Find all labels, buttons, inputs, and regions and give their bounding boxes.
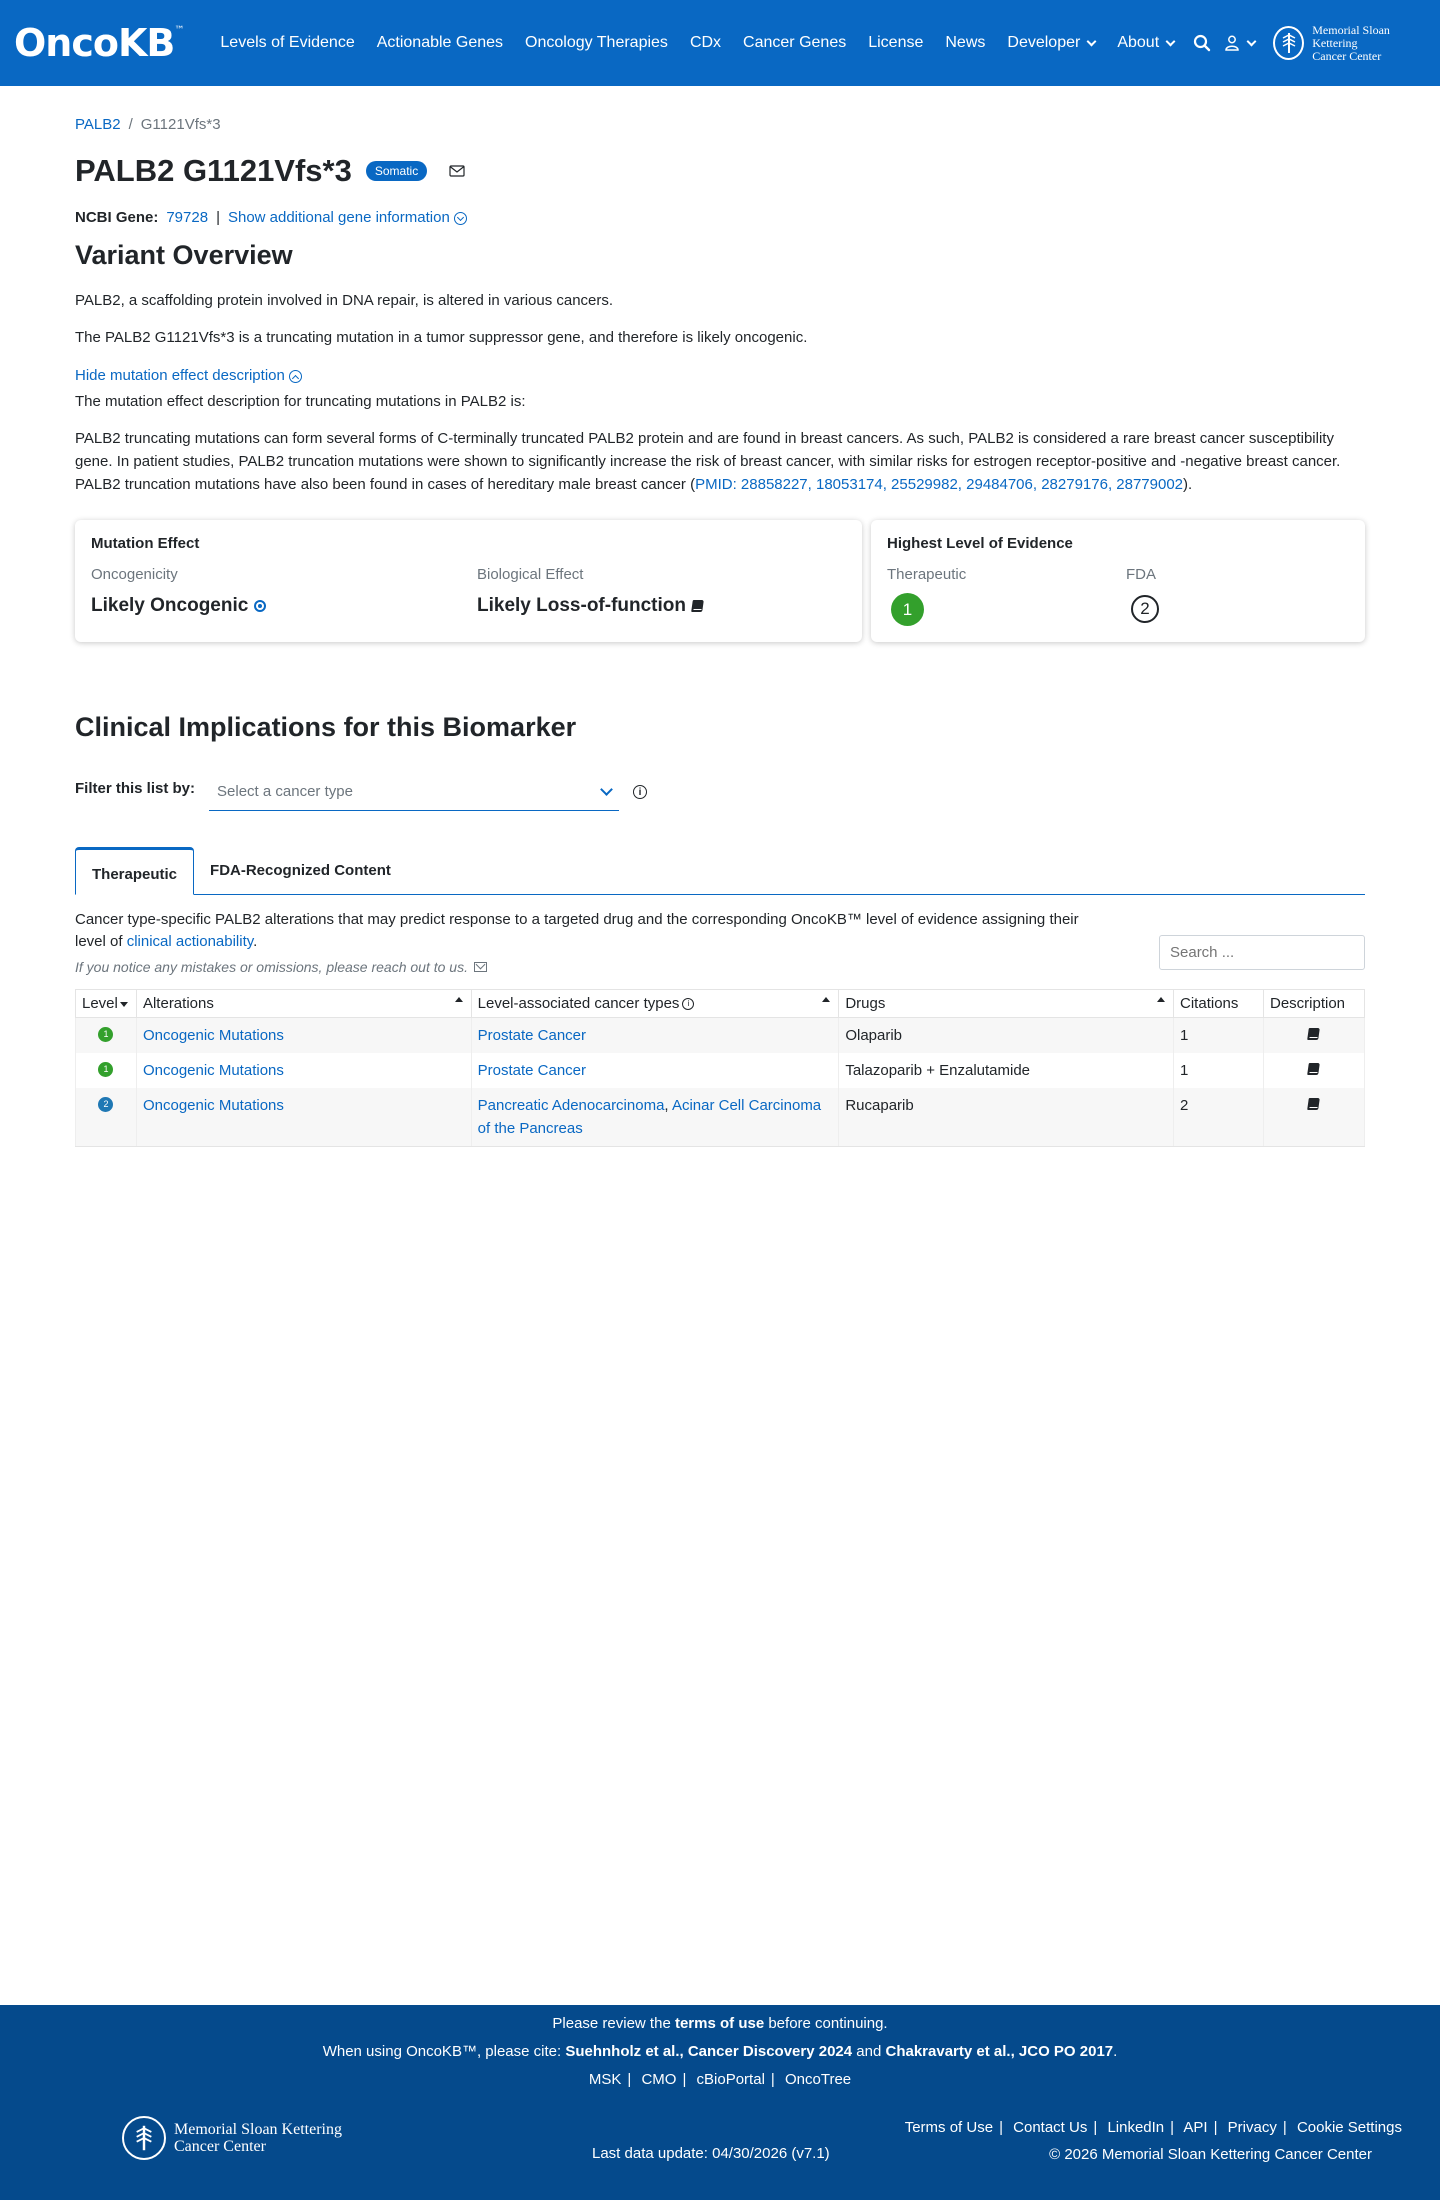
sort-asc-icon [455,997,463,1002]
footer [0,2005,1440,2200]
cell-cancer-types [471,1053,839,1088]
cancer-type-link[interactable]: Prostate Cancer [477,1027,587,1044]
msk-wordmark [1312,24,1426,63]
info-icon[interactable]: i [633,785,647,799]
cancer-type-placeholder: Select a cancer type [217,783,353,800]
table-search-input[interactable] [1159,935,1365,970]
footer-link-oncotree[interactable]: OncoTree [784,2071,852,2088]
header-cancer-types-label: Level-associated cancer types [477,995,680,1012]
book-icon[interactable] [691,600,704,612]
header-alterations[interactable] [136,990,471,1018]
variant-summary: The PALB2 G1121Vfs*3 is a truncating mutation in a tumor suppressor gene, and therefore is likely oncogenic. [75,329,808,346]
logo-text: OncoKB [14,21,175,65]
sort-desc-icon [120,1002,128,1007]
msk-line1: Memorial Sloan Kettering [1312,22,1390,50]
mutation-effect-intro: The mutation effect description for truncating mutations in PALB2 is: [75,393,526,410]
footer-right [905,2119,1402,2163]
mutation-effect-cols [91,566,846,617]
footer-link-linkedin[interactable]: LinkedIn [1107,2119,1165,2136]
oncogenicity-label: Oncogenicity [91,566,178,583]
footer-citation [0,2043,1440,2060]
tab-fda-recognized-content[interactable]: FDA-Recognized Content [210,862,391,879]
highest-level-title: Highest Level of Evidence [887,535,1073,552]
cancer-type-select[interactable] [209,773,619,811]
footer-link-privacy[interactable]: Privacy [1227,2119,1277,2136]
nav-oncology-therapies[interactable]: Oncology Therapies [525,34,668,51]
level-1-icon[interactable]: 1 [98,1062,113,1077]
nav-levels-of-evidence[interactable]: Levels of Evidence [220,34,355,51]
ncbi-gene-row [75,209,1365,226]
header-citations[interactable] [1174,990,1264,1018]
table-row [76,1053,1365,1088]
mutation-effect-end: ). [1183,476,1193,493]
info-icon[interactable]: i [682,998,694,1010]
cell-level [76,1053,137,1088]
nav-actionable-genes[interactable]: Actionable Genes [376,34,504,51]
cell-drugs: Rucaparib [839,1088,1174,1147]
main-content [75,86,1365,1147]
feedback-text: If you notice any mistakes or omissions, please reach out to us. [75,959,468,975]
footer-link-terms[interactable]: Terms of Use [904,2119,994,2136]
header-cancer-types[interactable] [471,990,839,1018]
desc-end: . [253,933,258,950]
oncokb-logo[interactable] [14,21,183,65]
footer-resource-links: MSK | CMO | cBioPortal | OncoTree [588,2071,852,2088]
oncogenic-icon [254,600,266,612]
biological-effect-value [477,595,703,617]
table-row [76,1088,1365,1147]
top-navbar [0,0,1440,86]
msk-line2: Cancer Center [1312,48,1382,63]
cell-alteration [136,1088,471,1147]
sort-asc-icon [822,997,830,1002]
tab-description [75,909,1095,975]
header-level-label: Level [82,995,118,1012]
footer-link-cbioportal[interactable]: cBioPortal [696,2071,765,2088]
filter-label: Filter this list by: [75,780,196,797]
desc-text: Cancer type-specific PALB2 alterations that may predict response to a targeted drug and the corresponding OncoKB™ level of evidence assigning their level of [75,911,1079,950]
cell-alteration [136,1053,471,1088]
therapeutic-col [887,566,1126,626]
table-header-row [76,990,1365,1018]
nav-developer-dropdown[interactable] [996,34,1106,52]
book-icon[interactable] [1308,1063,1321,1075]
cell-description [1263,1018,1364,1054]
chevron-circle-down-icon [454,212,467,225]
chevron-down-icon [1247,36,1257,46]
level-2-icon[interactable]: 2 [98,1097,113,1112]
user-icon [1225,35,1239,51]
cancer-type-link[interactable]: Acinar Cell Carcinoma of the Pancreas [477,1097,822,1137]
alteration-link[interactable]: Oncogenic Mutations [142,1097,284,1114]
book-icon[interactable] [1308,1028,1321,1040]
alteration-link[interactable]: Oncogenic Mutations [142,1027,284,1044]
cell-citations: 1 [1174,1053,1264,1088]
fda-col [1126,566,1159,626]
cite-pre: When using OncoKB™, please cite: [322,2043,566,2060]
mutation-effect-text: PALB2 truncating mutations can form several forms of C-terminally truncated PALB2 protein and are found in breast cancers. As such, PALB2 is considered a rare breast cancer susceptibility gene. In patient studies, PALB2 truncation mutations were shown to significantly increase the risk of breast cancer, with similar risks for estrogen receptor-positive and -negative breast cancer. PALB2 truncation mutations have also been found in cases of hereditary male breast cancer ( [75,430,1341,493]
pmid-links[interactable]: PMID: 28858227, 18053174, 25529982, 29484706, 28279176, 28779002 [695,476,1184,493]
nav-menu [209,34,1185,52]
msk-logo[interactable] [1273,24,1426,63]
nav-about-dropdown[interactable] [1106,34,1185,52]
tab-bar [75,848,1365,895]
level-1-icon[interactable]: 1 [98,1027,113,1042]
sort-asc-icon [1157,997,1165,1002]
page-title: PALB2 G1121Vfs*3 [75,153,352,188]
header-description [1263,990,1364,1018]
nav-cancer-genes[interactable]: Cancer Genes [743,34,847,51]
header-description-label: Description [1269,995,1346,1012]
mutation-effect-description [75,427,1365,496]
mutation-effect-title: Mutation Effect [91,535,200,552]
copyright: © 2026 Memorial Sloan Kettering Cancer Center [1049,2146,1372,2163]
oncogenicity-value [91,595,477,617]
gene-summary: PALB2, a scaffolding protein involved in DNA repair, is altered in various cancers. [75,292,614,309]
breadcrumb-variant: G1121Vfs*3 [140,116,221,133]
summary-cards [75,520,1365,642]
header-citations-label: Citations [1180,995,1239,1012]
chevron-down-icon [1166,36,1176,46]
last-data-update: Last data update: 04/30/2026 (v7.1) [592,2145,830,2162]
footer-bottom [0,2111,1440,2191]
oncogenicity-text: Likely Oncogenic [91,595,249,616]
book-icon[interactable] [1308,1098,1321,1110]
table-row [76,1018,1365,1054]
cell-level [76,1088,137,1147]
show-gene-info-label: Show additional gene information [227,209,450,226]
nav-news[interactable]: News [945,34,986,51]
logo-trademark: ™ [174,25,184,36]
therapeutic-level-icon[interactable]: 1 [891,593,924,626]
cell-alteration [136,1018,471,1054]
ncbi-separator: | [216,209,220,226]
somatic-badge: Somatic [366,161,427,181]
footer-link-api[interactable]: API [1183,2119,1208,2136]
header-alterations-label: Alterations [142,995,214,1012]
cell-description [1263,1053,1364,1088]
terms-of-use-link[interactable]: terms of use [674,2015,765,2032]
tab-therapeutic[interactable]: Therapeutic [75,847,194,895]
search-icon[interactable] [1193,34,1211,52]
show-gene-info-link[interactable] [228,209,467,226]
header-drugs[interactable] [839,990,1174,1018]
msk-emblem-icon [1273,26,1304,60]
msk-wordmark [174,2121,342,2155]
hide-mutation-effect-label: Hide mutation effect description [75,367,285,384]
cite-end: . [1113,2043,1118,2060]
clinical-actionability-link[interactable]: clinical actionability [126,933,254,950]
biological-effect-label: Biological Effect [477,566,584,583]
footer-link-cmo[interactable]: CMO [641,2071,677,2088]
highest-level-card [871,520,1365,642]
review-pre: Please review the [552,2015,675,2032]
cancer-type-link[interactable]: Pancreatic Adenocarcinoma [477,1097,665,1114]
footer-link-contact[interactable]: Contact Us [1013,2119,1088,2136]
header-level[interactable] [76,990,137,1018]
ncbi-gene-id-link[interactable]: 79728 [166,209,209,226]
therapeutic-table [75,989,1365,1147]
nav-icons [1193,34,1255,52]
mutation-effect-card [75,520,862,642]
cell-citations: 2 [1174,1088,1264,1147]
nav-about-label: About [1117,34,1160,51]
chevron-circle-up-icon [289,370,302,383]
nav-license[interactable]: License [868,34,924,51]
alteration-link[interactable]: Oncogenic Mutations [142,1062,284,1079]
biological-effect-text: Likely Loss-of-function [477,595,686,616]
header-drugs-label: Drugs [845,995,886,1012]
msk-line2: Cancer Center [174,2138,266,2155]
cell-description [1263,1088,1364,1147]
breadcrumb-gene-link[interactable]: PALB2 [75,116,121,133]
footer-link-cookie-settings[interactable]: Cookie Settings [1296,2119,1402,2136]
fda-level-icon[interactable]: 2 [1131,595,1159,623]
breadcrumb [75,116,1365,133]
breadcrumb-separator: / [128,116,133,133]
cell-cancer-types [471,1088,839,1147]
variant-overview-heading: Variant Overview [75,240,293,270]
msk-emblem-icon [122,2116,166,2160]
msk-line1: Memorial Sloan Kettering [174,2121,342,2138]
feedback-note [75,959,1095,975]
envelope-icon[interactable] [449,165,465,177]
account-dropdown[interactable] [1225,35,1255,51]
footer-msk-logo[interactable] [122,2116,342,2160]
title-row [75,153,1365,189]
cell-drugs: Olaparib [839,1018,1174,1054]
biological-effect-col [477,566,703,617]
tab-description-row [75,909,1365,975]
cell-citations: 1 [1174,1018,1264,1054]
chevron-down-icon [1087,36,1097,46]
footer-terms-note [0,2005,1440,2032]
citation-suehnholz-link[interactable]: Suehnholz et al., Cancer Discovery 2024 [565,2043,853,2060]
footer-link-msk[interactable]: MSK [588,2071,622,2088]
cell-drugs: Talazoparib + Enzalutamide [839,1053,1174,1088]
filter-row [75,773,1365,811]
nav-cdx[interactable]: CDx [689,34,722,51]
cite-and: and [852,2043,886,2060]
nav-developer-label: Developer [1007,34,1081,51]
highest-level-cols [887,566,1349,626]
cancer-type-separator: , [664,1097,672,1114]
cell-cancer-types [471,1018,839,1054]
tab-description-text [75,909,1095,953]
envelope-icon[interactable] [474,962,487,972]
ncbi-gene-label: NCBI Gene: [75,209,159,226]
review-post: before continuing. [764,2015,888,2032]
cancer-type-link[interactable]: Prostate Cancer [477,1062,587,1079]
clinical-implications-heading: Clinical Implications for this Biomarker [75,712,577,742]
citation-chakravarty-link[interactable]: Chakravarty et al., JCO PO 2017 [885,2043,1114,2060]
chevron-down-icon [600,783,613,796]
cell-level [76,1018,137,1054]
footer-policy-links: Terms of Use | Contact Us | LinkedIn | API | Privacy | Cookie Settings [904,2119,1402,2136]
fda-label: FDA [1126,566,1156,583]
therapeutic-label: Therapeutic [887,566,967,583]
oncogenicity-col [91,566,477,617]
hide-mutation-effect-link[interactable] [75,367,1365,384]
